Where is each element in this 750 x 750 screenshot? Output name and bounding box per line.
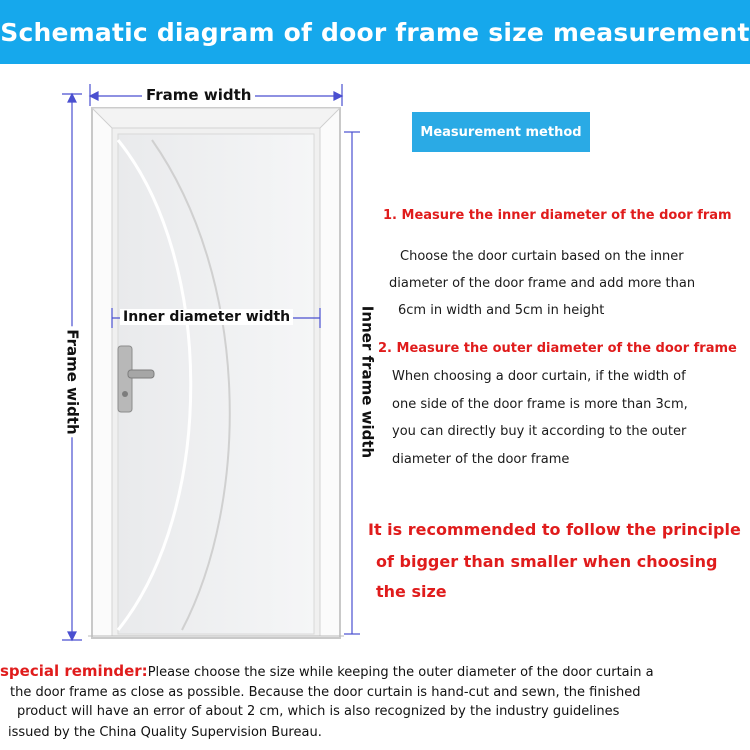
door-leaf [118, 134, 314, 634]
header-banner [0, 0, 750, 64]
step2-line-2: one side of the door frame is more than 3cm, [392, 397, 688, 412]
label-frame-height: Frame width [64, 326, 81, 437]
step2-line-4: diameter of the door frame [392, 452, 570, 467]
label-inner-height: Inner frame width [359, 303, 376, 461]
special-reminder [0, 662, 750, 750]
method-badge [412, 112, 590, 152]
reminder-line-4: issued by the China Quality Supervision Bureau. [8, 725, 322, 740]
door-diagram [0, 64, 360, 664]
reminder-line-2: the door frame as close as possible. Because the door curtain is hand-cut and sewn, the finished [10, 685, 641, 700]
step2-line-1: When choosing a door curtain, if the width of [392, 369, 686, 384]
step1-line-2: diameter of the door frame and add more than [389, 276, 696, 291]
reminder-text-1: Please choose the size while keeping the outer diameter of the door curtain a [147, 665, 654, 680]
method-title: Measurement method [420, 124, 582, 140]
recommendation-line-1: It is recommended to follow the principle [368, 520, 741, 539]
step1-title: 1. Measure the inner diameter of the door fram [383, 208, 732, 223]
reminder-line-3: product will have an error of about 2 cm, which is also recognized by the industry guidelines [17, 704, 620, 719]
step2-title: 2. Measure the outer diameter of the door frame [378, 341, 737, 356]
reminder-title: special reminder: [0, 662, 148, 680]
step1-line-3: 6cm in width and 5cm in height [398, 303, 605, 318]
step1-line-1: Choose the door curtain based on the inner [400, 249, 684, 264]
page-title: Schematic diagram of door frame size measurement [0, 17, 750, 47]
reminder-line-1 [0, 664, 654, 679]
recommendation-line-2: of bigger than smaller when choosing [376, 552, 718, 571]
label-inner-width: Inner diameter width [120, 309, 293, 325]
label-frame-width: Frame width [142, 86, 255, 105]
recommendation-line-3: the size [376, 582, 447, 601]
step2-line-3: you can directly buy it according to the outer [392, 424, 687, 439]
door-frame-top [92, 108, 340, 128]
